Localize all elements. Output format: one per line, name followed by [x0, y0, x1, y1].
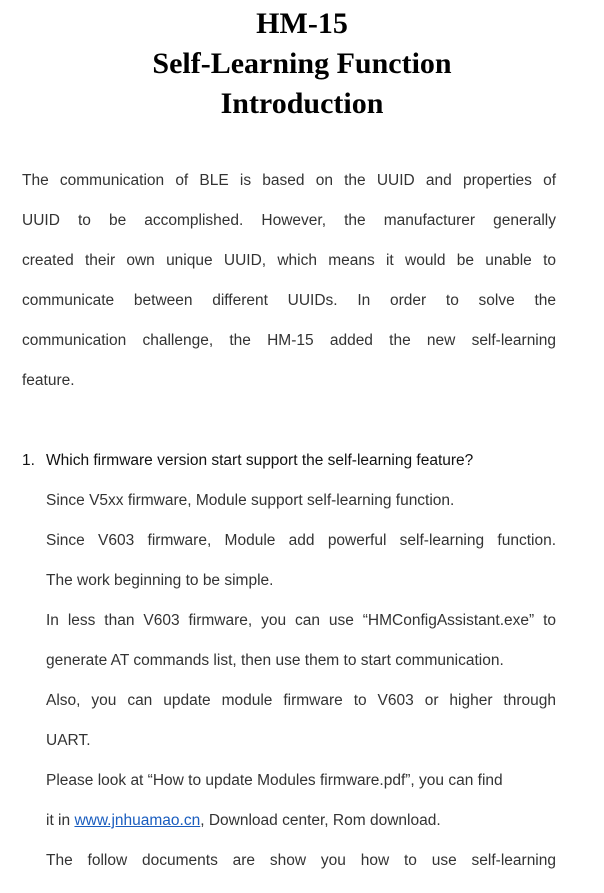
body-line: Please look at “How to update Modules firmware.pdf”, you can find	[46, 772, 503, 789]
section-question-text: Which firmware version start support the self-learning feature?	[46, 452, 474, 469]
intro-line: feature.	[22, 372, 75, 389]
section-body	[46, 481, 556, 881]
intro-line: created their own unique UUID, which means it would be unable to	[22, 252, 556, 269]
link-suffix: , Download center, Rom download.	[200, 812, 441, 829]
title-feature: Self-Learning Function	[152, 47, 452, 80]
body-line: The follow documents are show you how to use self-learning	[46, 852, 556, 869]
body-line: Since V603 firmware, Module add powerful self-learning function.	[46, 532, 556, 549]
body-line-with-link	[46, 801, 556, 841]
body-line: Since V5xx firmware, Module support self-learning function.	[46, 492, 455, 509]
intro-paragraph	[22, 161, 556, 401]
body-line: The work beginning to be simple.	[46, 572, 274, 589]
body-line: generate AT commands list, then use them to start communication.	[46, 652, 504, 669]
title-introduction: Introduction	[220, 87, 384, 120]
document-title	[0, 4, 604, 124]
intro-line: The communication of BLE is based on the UUID and properties of	[22, 172, 556, 189]
intro-line: communication challenge, the HM-15 added the new self-learning	[22, 332, 556, 349]
section-question	[22, 441, 556, 481]
section-number: 1.	[22, 452, 35, 469]
intro-line: UUID to be accomplished. However, the manufacturer generally	[22, 212, 556, 229]
link-prefix: it in	[46, 812, 75, 829]
intro-line: communicate between different UUIDs. In order to solve the	[22, 292, 556, 309]
body-line: In less than V603 firmware, you can use “HMConfigAssistant.exe” to	[46, 612, 556, 629]
body-line: UART.	[46, 732, 91, 749]
title-model: HM-15	[256, 7, 348, 40]
section-firmware-support	[22, 441, 556, 881]
body-line: Also, you can update module firmware to V603 or higher through	[46, 692, 556, 709]
website-link[interactable]: www.jnhuamao.cn	[74, 812, 201, 829]
